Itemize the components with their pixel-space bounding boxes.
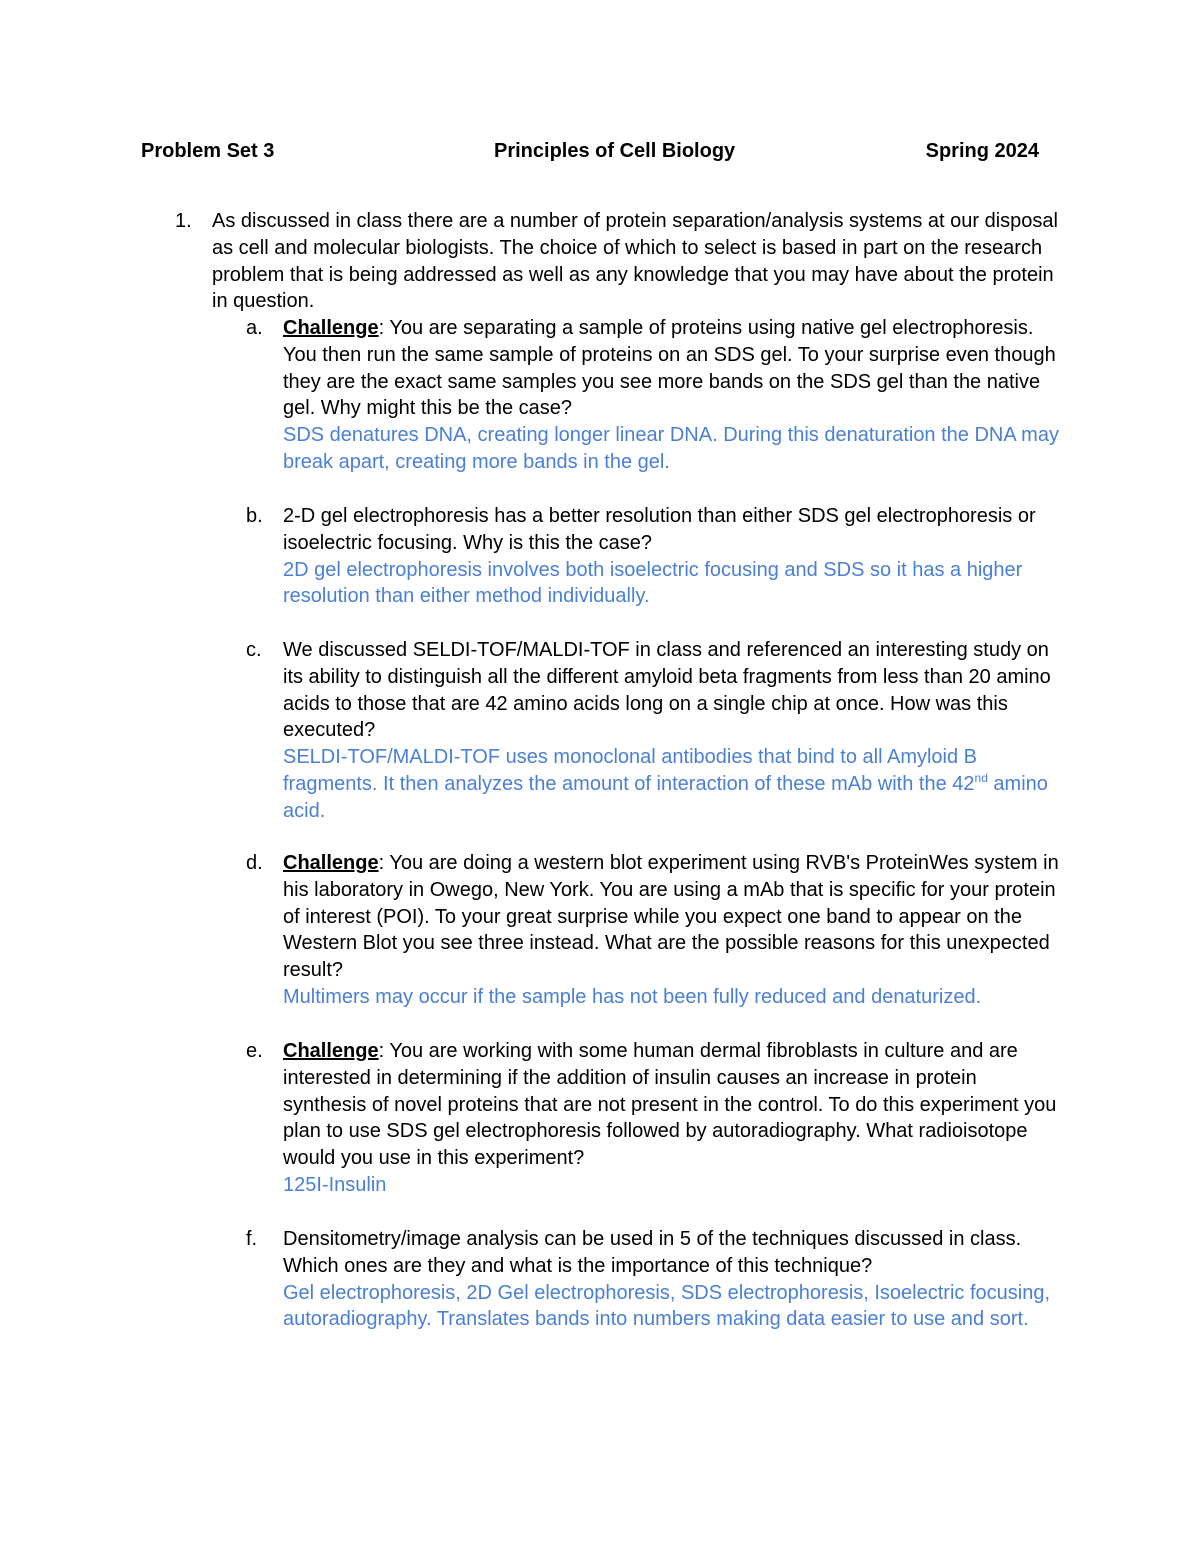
- part-question: : You are separating a sample of proteins using native gel electrophoresis. You then run the same sample of proteins on an SDS gel. To your surprise even though they are the exact same samples you see more bands on the SDS gel than the native gel. Why might this be the case?: [283, 317, 1056, 420]
- part-b: [246, 503, 1066, 610]
- part-body: [283, 850, 1063, 1011]
- part-d: [246, 850, 1066, 1011]
- part-question: We discussed SELDI-TOF/MALDI-TOF in class and referenced an interesting study on its ability to distinguish all the different amyloid beta fragments from less than 20 amino acids to those that are 42 amino acids long on a single chip at once. How was this executed?: [283, 639, 1051, 742]
- term-label: Spring 2024: [925, 140, 1039, 162]
- course-title: Principles of Cell Biology: [494, 140, 736, 162]
- part-answer: 2D gel electrophoresis involves both isoelectric focusing and SDS so it has a higher resolution than either method individually.: [283, 558, 1023, 608]
- part-letter: b.: [246, 505, 263, 527]
- answer-text-end: amino acid.: [283, 772, 1048, 822]
- part-answer: Gel electrophoresis, 2D Gel electrophoresis, SDS electrophoresis, Isoelectric focusing, autoradiography. Translates bands into numbers making data easier to use and sort.: [283, 1281, 1051, 1331]
- part-question: 2-D gel electrophoresis has a better resolution than either SDS gel electrophoresis or isoelectric focusing. Why is this the case?: [283, 505, 1036, 554]
- part-body: [283, 315, 1063, 476]
- part-body: [283, 637, 1063, 825]
- problem-set-title: Problem Set 3: [141, 140, 275, 162]
- part-f: [246, 1226, 1066, 1333]
- question-number: 1.: [175, 210, 192, 232]
- part-letter: a.: [246, 317, 263, 339]
- part-answer: [283, 744, 1063, 824]
- challenge-label: Challenge: [283, 852, 379, 874]
- part-question: : You are working with some human dermal fibroblasts in culture and are interested in determining if the addition of insulin causes an increase in protein synthesis of novel proteins that are not present in the control. To do this experiment you plan to use SDS gel electrophoresis followed by autoradiography. What radioisotope would you use in this experiment?: [283, 1040, 1057, 1170]
- ordinal-suffix: nd: [974, 770, 988, 785]
- part-answer: SDS denatures DNA, creating longer linear DNA. During this denaturation the DNA may break apart, creating more bands in the gel.: [283, 424, 1059, 473]
- part-letter: e.: [246, 1040, 263, 1062]
- part-body: [283, 1226, 1063, 1333]
- part-letter: d.: [246, 852, 263, 874]
- challenge-label: Challenge: [283, 317, 379, 339]
- part-answer: Multimers may occur if the sample has not been fully reduced and denaturized.: [283, 985, 982, 1008]
- question-text: As discussed in class there are a number of protein separation/analysis systems at our disposal as cell and molecular biologists. The choice of which to select is based in part on the research problem that is being addressed as well as any knowledge that you may have about the protein in question.: [212, 210, 1058, 313]
- part-e: [246, 1038, 1066, 1199]
- part-body: [283, 1038, 1063, 1199]
- part-answer: 125I-Insulin: [283, 1173, 387, 1196]
- part-body: [283, 503, 1063, 610]
- challenge-label: Challenge: [283, 1040, 379, 1062]
- part-a: [246, 315, 1066, 476]
- part-question: : You are doing a western blot experiment using RVB's ProteinWes system in his laboratory in Owego, New York. You are using a mAb that is specific for your protein of interest (POI). To your great surprise while you expect one band to appear on the Western Blot you see three instead. What are the possible reasons for this unexpected result?: [283, 852, 1059, 982]
- question-1: [175, 208, 1075, 315]
- part-letter: c.: [246, 639, 262, 661]
- answer-text: SELDI-TOF/MALDI-TOF uses monoclonal antibodies that bind to all Amyloid B fragments. It then analyzes the amount of interaction of these mAb with the 42: [283, 746, 978, 795]
- part-c: [246, 637, 1066, 825]
- part-letter: f.: [246, 1228, 258, 1250]
- part-question: Densitometry/image analysis can be used in 5 of the techniques discussed in class. Which ones are they and what is the importance of this technique?: [283, 1228, 1022, 1277]
- document-header: [141, 140, 1039, 170]
